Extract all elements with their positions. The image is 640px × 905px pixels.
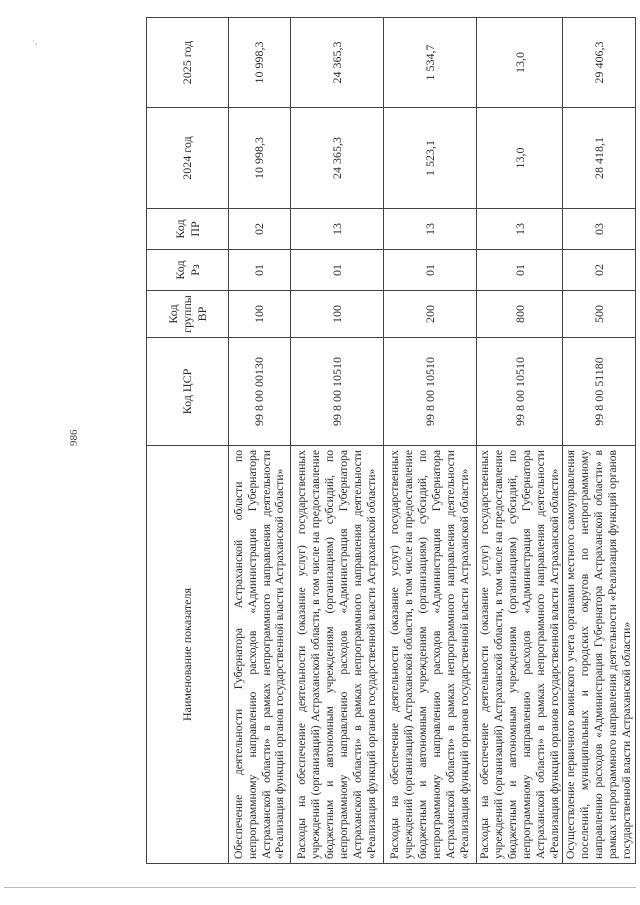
- header-vr: Код группы ВР: [147, 291, 229, 338]
- cell-name: Расходы на обеспечение деятельности (оказание услуг) государственных учреждений (организаций) Астраханской области, в том числе на предоставление бюджетным и автономным учреждениям (организациям) субсидий, по непрограммному направлению расходов «Администрация Губернатора Астраханской области» в рамках непрограммного направления деятельности «Реализация функций органов государственной власти Астраханской области»: [477, 446, 563, 864]
- table-row: [563, 18, 636, 864]
- cell-vr: 100: [291, 291, 384, 338]
- rotated-table-wrapper: [146, 18, 634, 864]
- cell-2024: 1 523,1: [384, 108, 477, 209]
- cell-pr: 13: [291, 209, 384, 250]
- cell-rz: 01: [229, 250, 291, 291]
- cell-name: Расходы на обеспечение деятельности (оказание услуг) государственных учреждений (организаций) Астраханской области, в том числе на предоставление бюджетным и автономным учреждениям (организациям) субсидий, по непрограммному направлению расходов «Администрация Губернатора Астраханской области» в рамках непрограммного направления деятельности «Реализация функций органов государственной власти Астраханской области»: [291, 446, 384, 864]
- cell-vr: 100: [229, 291, 291, 338]
- table-header-row: [147, 18, 229, 864]
- cell-2024: 28 418,1: [563, 108, 636, 209]
- cell-pr: 13: [384, 209, 477, 250]
- cell-pr: 02: [229, 209, 291, 250]
- cell-rz: 01: [384, 250, 477, 291]
- cell-pr: 13: [477, 209, 563, 250]
- header-2025: 2025 год: [147, 18, 229, 108]
- cell-csr: 99 8 00 10510: [384, 338, 477, 446]
- bottom-rule: [4, 887, 636, 888]
- cell-rz: 01: [477, 250, 563, 291]
- cell-2024: 24 365,3: [291, 108, 384, 209]
- cell-name: Обеспечение деятельности Губернатора Астраханской области по непрограммному направлению расходов «Администрация Губернатора Астраханской области» в рамках непрограммного направления деятельности «Реализация функций органов государственной власти Астраханской области»: [229, 446, 291, 864]
- cell-csr: 99 8 00 10510: [291, 338, 384, 446]
- table-row: [384, 18, 477, 864]
- cell-vr: 200: [384, 291, 477, 338]
- cell-2025: 29 406,3: [563, 18, 636, 108]
- header-pr: Код ПР: [147, 209, 229, 250]
- cell-pr: 03: [563, 209, 636, 250]
- cell-name: Осуществление первичного воинского учета органами местного самоуправления поселений, муниципальных и городских округов по непрограммному направлению расходов «Администрация Губернатора Астраханской области» в рамках непрограммного направления деятельности «Реализация функций органов государственной власти Астраханской области»: [563, 446, 636, 864]
- table-row: [291, 18, 384, 864]
- cell-2024: 13,0: [477, 108, 563, 209]
- header-rz: Код Рз: [147, 250, 229, 291]
- cell-csr: 99 8 00 00130: [229, 338, 291, 446]
- cell-2024: 10 998,3: [229, 108, 291, 209]
- cell-vr: 800: [477, 291, 563, 338]
- cell-2025: 10 998,3: [229, 18, 291, 108]
- cell-name: Расходы на обеспечение деятельности (оказание услуг) государственных учреждений (организаций) Астраханской области, в том числе на предоставление бюджетным и автономным учреждениям (организациям) субсидий, по непрограммному направлению расходов «Администрация Губернатора Астраханской области» в рамках непрограммного направления деятельности «Реализация функций органов государственной власти Астраханской области»: [384, 446, 477, 864]
- table-row: [477, 18, 563, 864]
- cell-rz: 01: [291, 250, 384, 291]
- cell-2025: 24 365,3: [291, 18, 384, 108]
- cell-2025: 13,0: [477, 18, 563, 108]
- cell-vr: 500: [563, 291, 636, 338]
- scan-speck: ·,: [32, 36, 38, 46]
- page-number: 986: [68, 429, 80, 446]
- cell-csr: 99 8 00 51180: [563, 338, 636, 446]
- budget-table: [146, 17, 636, 864]
- table-row: [229, 18, 291, 864]
- cell-rz: 02: [563, 250, 636, 291]
- header-csr: Код ЦСР: [147, 338, 229, 446]
- header-name: Наименование показателя: [147, 446, 229, 864]
- cell-csr: 99 8 00 10510: [477, 338, 563, 446]
- cell-2025: 1 534,7: [384, 18, 477, 108]
- header-2024: 2024 год: [147, 108, 229, 209]
